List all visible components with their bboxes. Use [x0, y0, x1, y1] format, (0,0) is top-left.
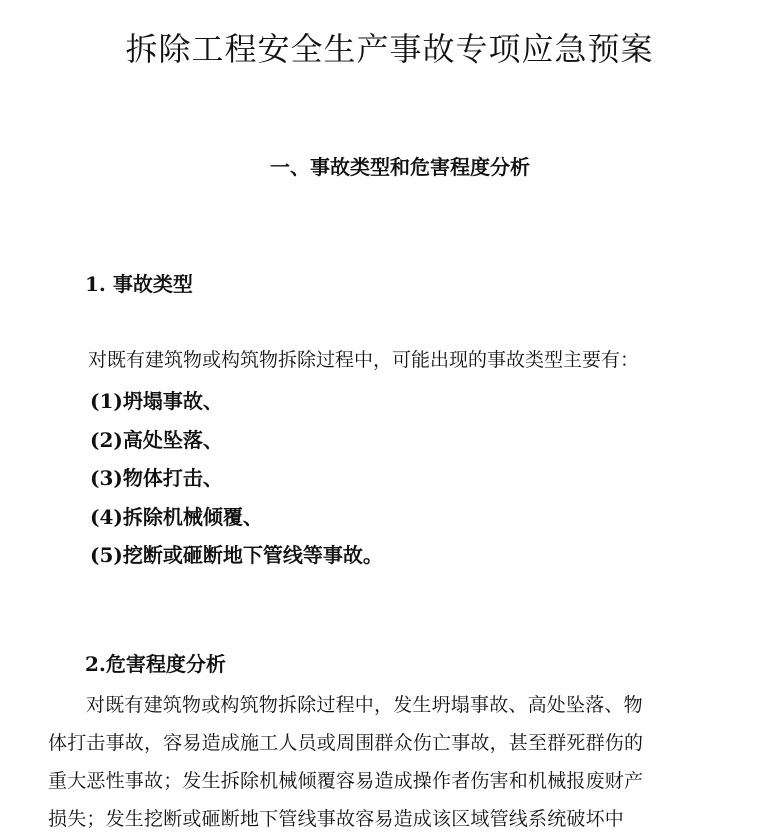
list-item: (3)物体打击、: [90, 466, 223, 490]
paragraph-line: 对既有建筑物或构筑物拆除过程中，发生坍塌事故、高处坠落、物: [86, 694, 643, 716]
document-title: 拆除工程安全生产事故专项应急预案: [125, 30, 654, 68]
list-item: (5)挖断或砸断地下管线等事故。: [90, 543, 383, 567]
list-item: (1)坍塌事故、: [90, 389, 223, 413]
paragraph-line: 体打击事故，容易造成施工人员或周围群众伤亡事故，甚至群死群伤的: [48, 732, 644, 754]
section-heading: 一、事故类型和危害程度分析: [270, 155, 530, 179]
accident-type-list: [90, 382, 383, 575]
list-item: (4)拆除机械倾覆、: [90, 504, 263, 529]
accident-types-intro: 对既有建筑物或构筑物拆除过程中，可能出现的事故类型主要有：: [88, 349, 640, 371]
list-item: (2)高处坠落、: [90, 427, 223, 452]
paragraph-line: 重大恶性事故；发生拆除机械倾覆容易造成操作者伤害和机械报废财产: [48, 770, 644, 792]
accident-types-heading: 1. 事故类型: [85, 272, 193, 296]
hazard-analysis-paragraph: [48, 686, 718, 838]
hazard-analysis-heading: 2.危害程度分析: [85, 652, 226, 676]
paragraph-line: 损失；发生挖断或砸断地下管线事故容易造成该区域管线系统破坏中: [48, 808, 625, 830]
